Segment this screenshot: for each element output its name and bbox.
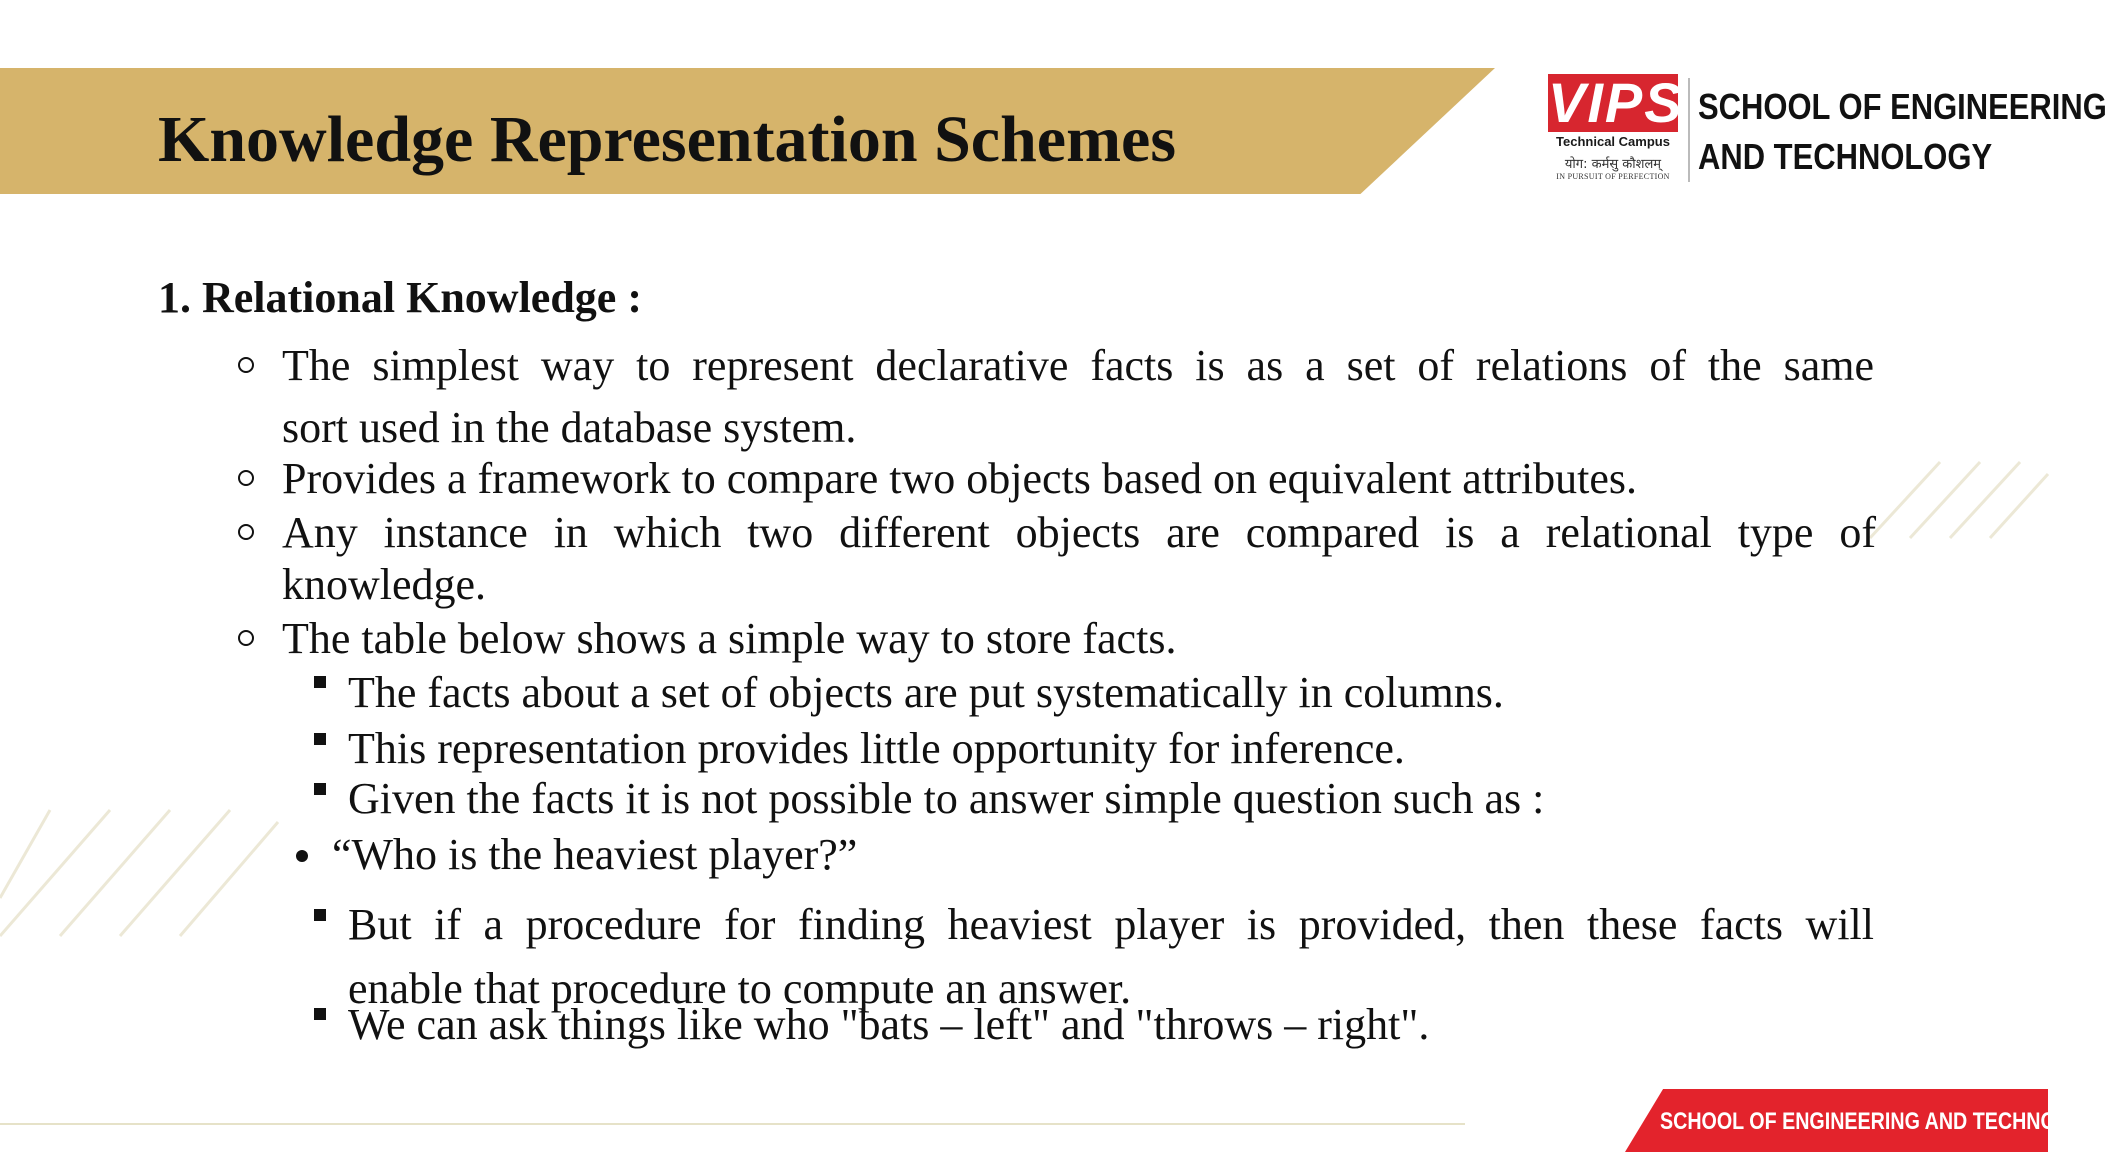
square-bullet-icon [314, 676, 326, 688]
logo-motto: योग: कर्मसु कौशलम् [1564, 157, 1662, 172]
footer-school-name: SCHOOL OF ENGINEERING AND TECHNOLOGY [1660, 1108, 2112, 1135]
circle-bullet-icon [238, 524, 254, 540]
square-bullet-icon [314, 909, 326, 921]
logo-campus: Technical Campus [1556, 134, 1670, 149]
square-bullet-icon [314, 733, 326, 745]
bullet-1-line-1: The simplest way to represent declarative facts is as a set of relations of the same [282, 341, 1874, 390]
bullet-3-line-2: knowledge. [282, 560, 487, 609]
square-bullet-icon [314, 783, 326, 795]
footer-divider [0, 1123, 1465, 1125]
circle-bullet-icon [238, 357, 254, 373]
slide-title: Knowledge Representation Schemes [158, 103, 1177, 176]
circle-bullet-icon [238, 630, 254, 646]
sub-bullet-4-line-1: But if a procedure for finding heaviest player is provided, then these facts will [348, 900, 1874, 949]
bullet-2-line-1: Provides a framework to compare two objects based on equivalent attributes. [282, 454, 1638, 503]
circle-bullet-icon [238, 470, 254, 486]
bullet-4-line-1: The table below shows a simple way to store facts. [282, 614, 1177, 663]
sub-bullet-3: Given the facts it is not possible to answer simple question such as : [348, 774, 1545, 823]
bullet-3-line-1: Any instance in which two different objects are compared is a relational type of [282, 508, 1876, 557]
logo-mark: VIPS [1548, 71, 1684, 134]
sub-bullet-2: This representation provides little opportunity for inference. [348, 724, 1405, 773]
bullet-1-line-2: sort used in the database system. [282, 403, 857, 452]
section-heading: 1. Relational Knowledge : [158, 273, 642, 322]
square-bullet-icon [314, 1008, 326, 1020]
logo-tagline: IN PURSUIT OF PERFECTION [1556, 172, 1670, 181]
dot-bullet-icon [296, 850, 308, 862]
school-name-line1: SCHOOL OF ENGINEERING [1698, 86, 2107, 127]
sub-bullet-5: We can ask things like who "bats – left" and "throws – right". [348, 1000, 1430, 1049]
question-text: “Who is the heaviest player?” [332, 830, 858, 879]
school-name-line2: AND TECHNOLOGY [1698, 136, 1993, 177]
sub-bullet-4-line-2: enable that procedure to compute an answer. [348, 964, 1132, 1013]
sub-bullet-1: The facts about a set of objects are put systematically in columns. [348, 668, 1504, 717]
